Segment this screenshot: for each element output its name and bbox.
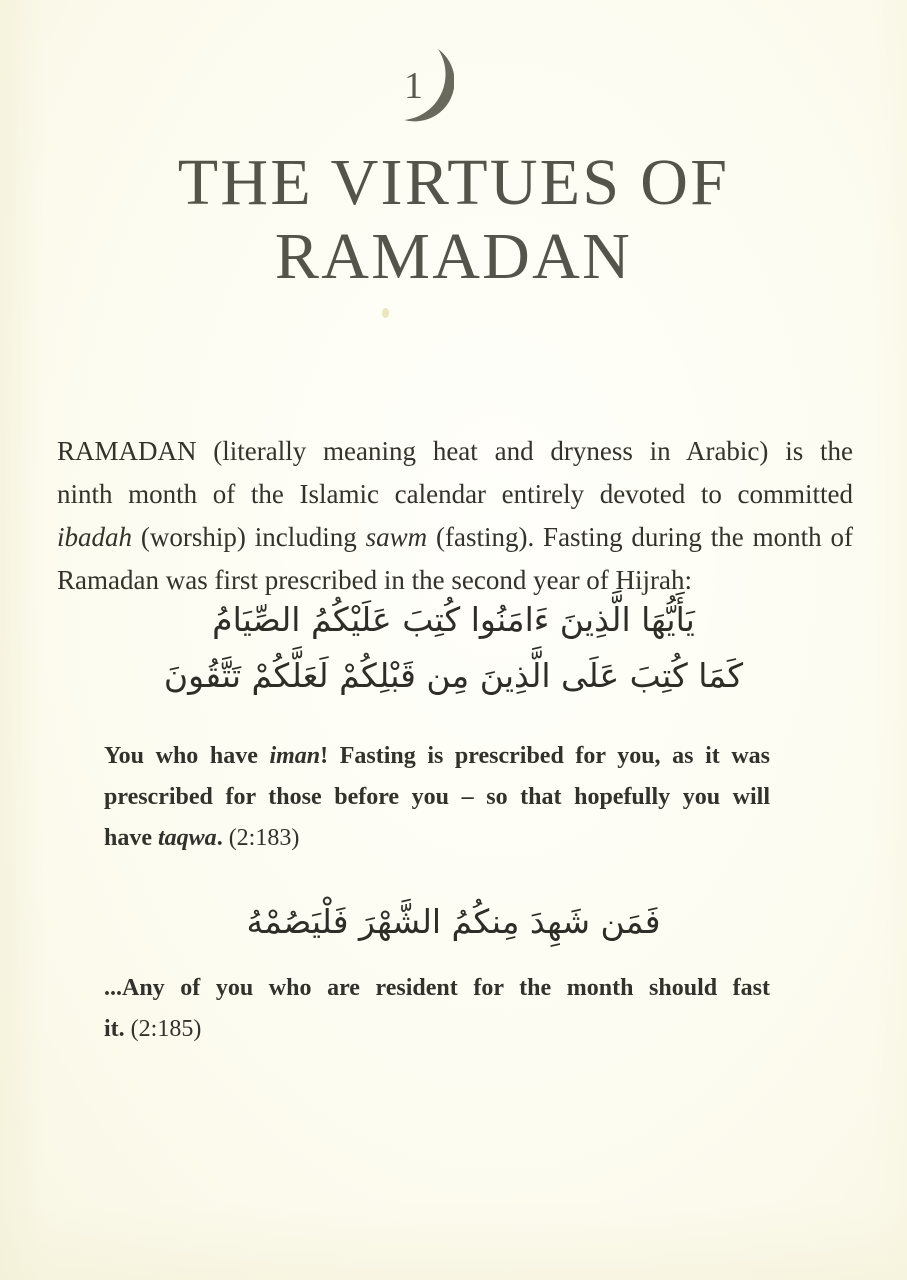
arabic-verse-2-185	[0, 894, 907, 950]
chapter-number: 1	[404, 65, 423, 107]
arabic-verse-2-183-line2: كَمَا كُتِبَ عَلَى الَّذِينَ مِن قَبْلِكُمْ لَعَلَّكُمْ تَتَّقُونَ	[163, 656, 744, 695]
term-sawm: sawm	[365, 522, 428, 552]
intro-line-3-text-1: (worship) including	[132, 522, 366, 552]
intro-line-3-text-2: (fasting). Fasting during the month of	[427, 522, 853, 552]
page-title-line2: RAMADAN	[274, 220, 633, 293]
intro-line-2: ninth month of the Islamic calendar entirely devoted to committed	[57, 479, 853, 509]
arabic-verse-2-183	[0, 592, 907, 704]
scan-speck	[382, 308, 389, 318]
translation-2-185-line1: ...Any of you who are resident for the month should fast	[104, 975, 770, 1001]
translation-2-183-text-4: .	[216, 825, 229, 851]
arabic-verse-2-183-line1: يَأَيُّهَا الَّذِينَ ءَامَنُوا كُتِبَ عَلَيْكُمُ الصِّيَامُ	[212, 600, 695, 639]
crescent-icon	[394, 46, 454, 126]
verse-reference-2-185: (2:185)	[130, 1016, 202, 1042]
translation-2-185	[104, 968, 770, 1050]
page-title	[0, 146, 907, 294]
intro-paragraph	[57, 430, 853, 602]
translation-2-183-text-3: have	[104, 825, 158, 851]
term-taqwa: taqwa	[158, 825, 217, 851]
translation-2-183-text-2: ! Fasting is prescribed for you, as it was	[320, 743, 770, 769]
intro-line-3	[57, 516, 853, 559]
intro-line-1: RAMADAN (literally meaning heat and dryness in Arabic) is the	[57, 436, 853, 466]
intro-line-4: Ramadan was first prescribed in the second year of Hijrah:	[57, 565, 693, 595]
translation-2-183-line2: prescribed for those before you – so that hopefully you will	[104, 784, 770, 810]
translation-2-183-line1	[104, 736, 770, 777]
translation-2-183-text-1: You who have	[104, 743, 270, 769]
translation-2-185-line2	[104, 1009, 770, 1050]
chapter-number-ornament	[392, 46, 456, 126]
arabic-verse-2-185-line1: فَمَن شَهِدَ مِنكُمُ الشَّهْرَ فَلْيَصُمْهُ	[246, 902, 661, 941]
translation-2-183-line3	[104, 818, 770, 859]
term-ibadah: ibadah	[57, 522, 133, 552]
page-title-line1: THE VIRTUES OF	[177, 146, 730, 219]
translation-2-185-text-1: it.	[104, 1016, 131, 1042]
translation-2-183	[104, 736, 770, 859]
verse-reference-2-183: (2:183)	[228, 825, 300, 851]
term-iman: iman	[269, 743, 321, 769]
